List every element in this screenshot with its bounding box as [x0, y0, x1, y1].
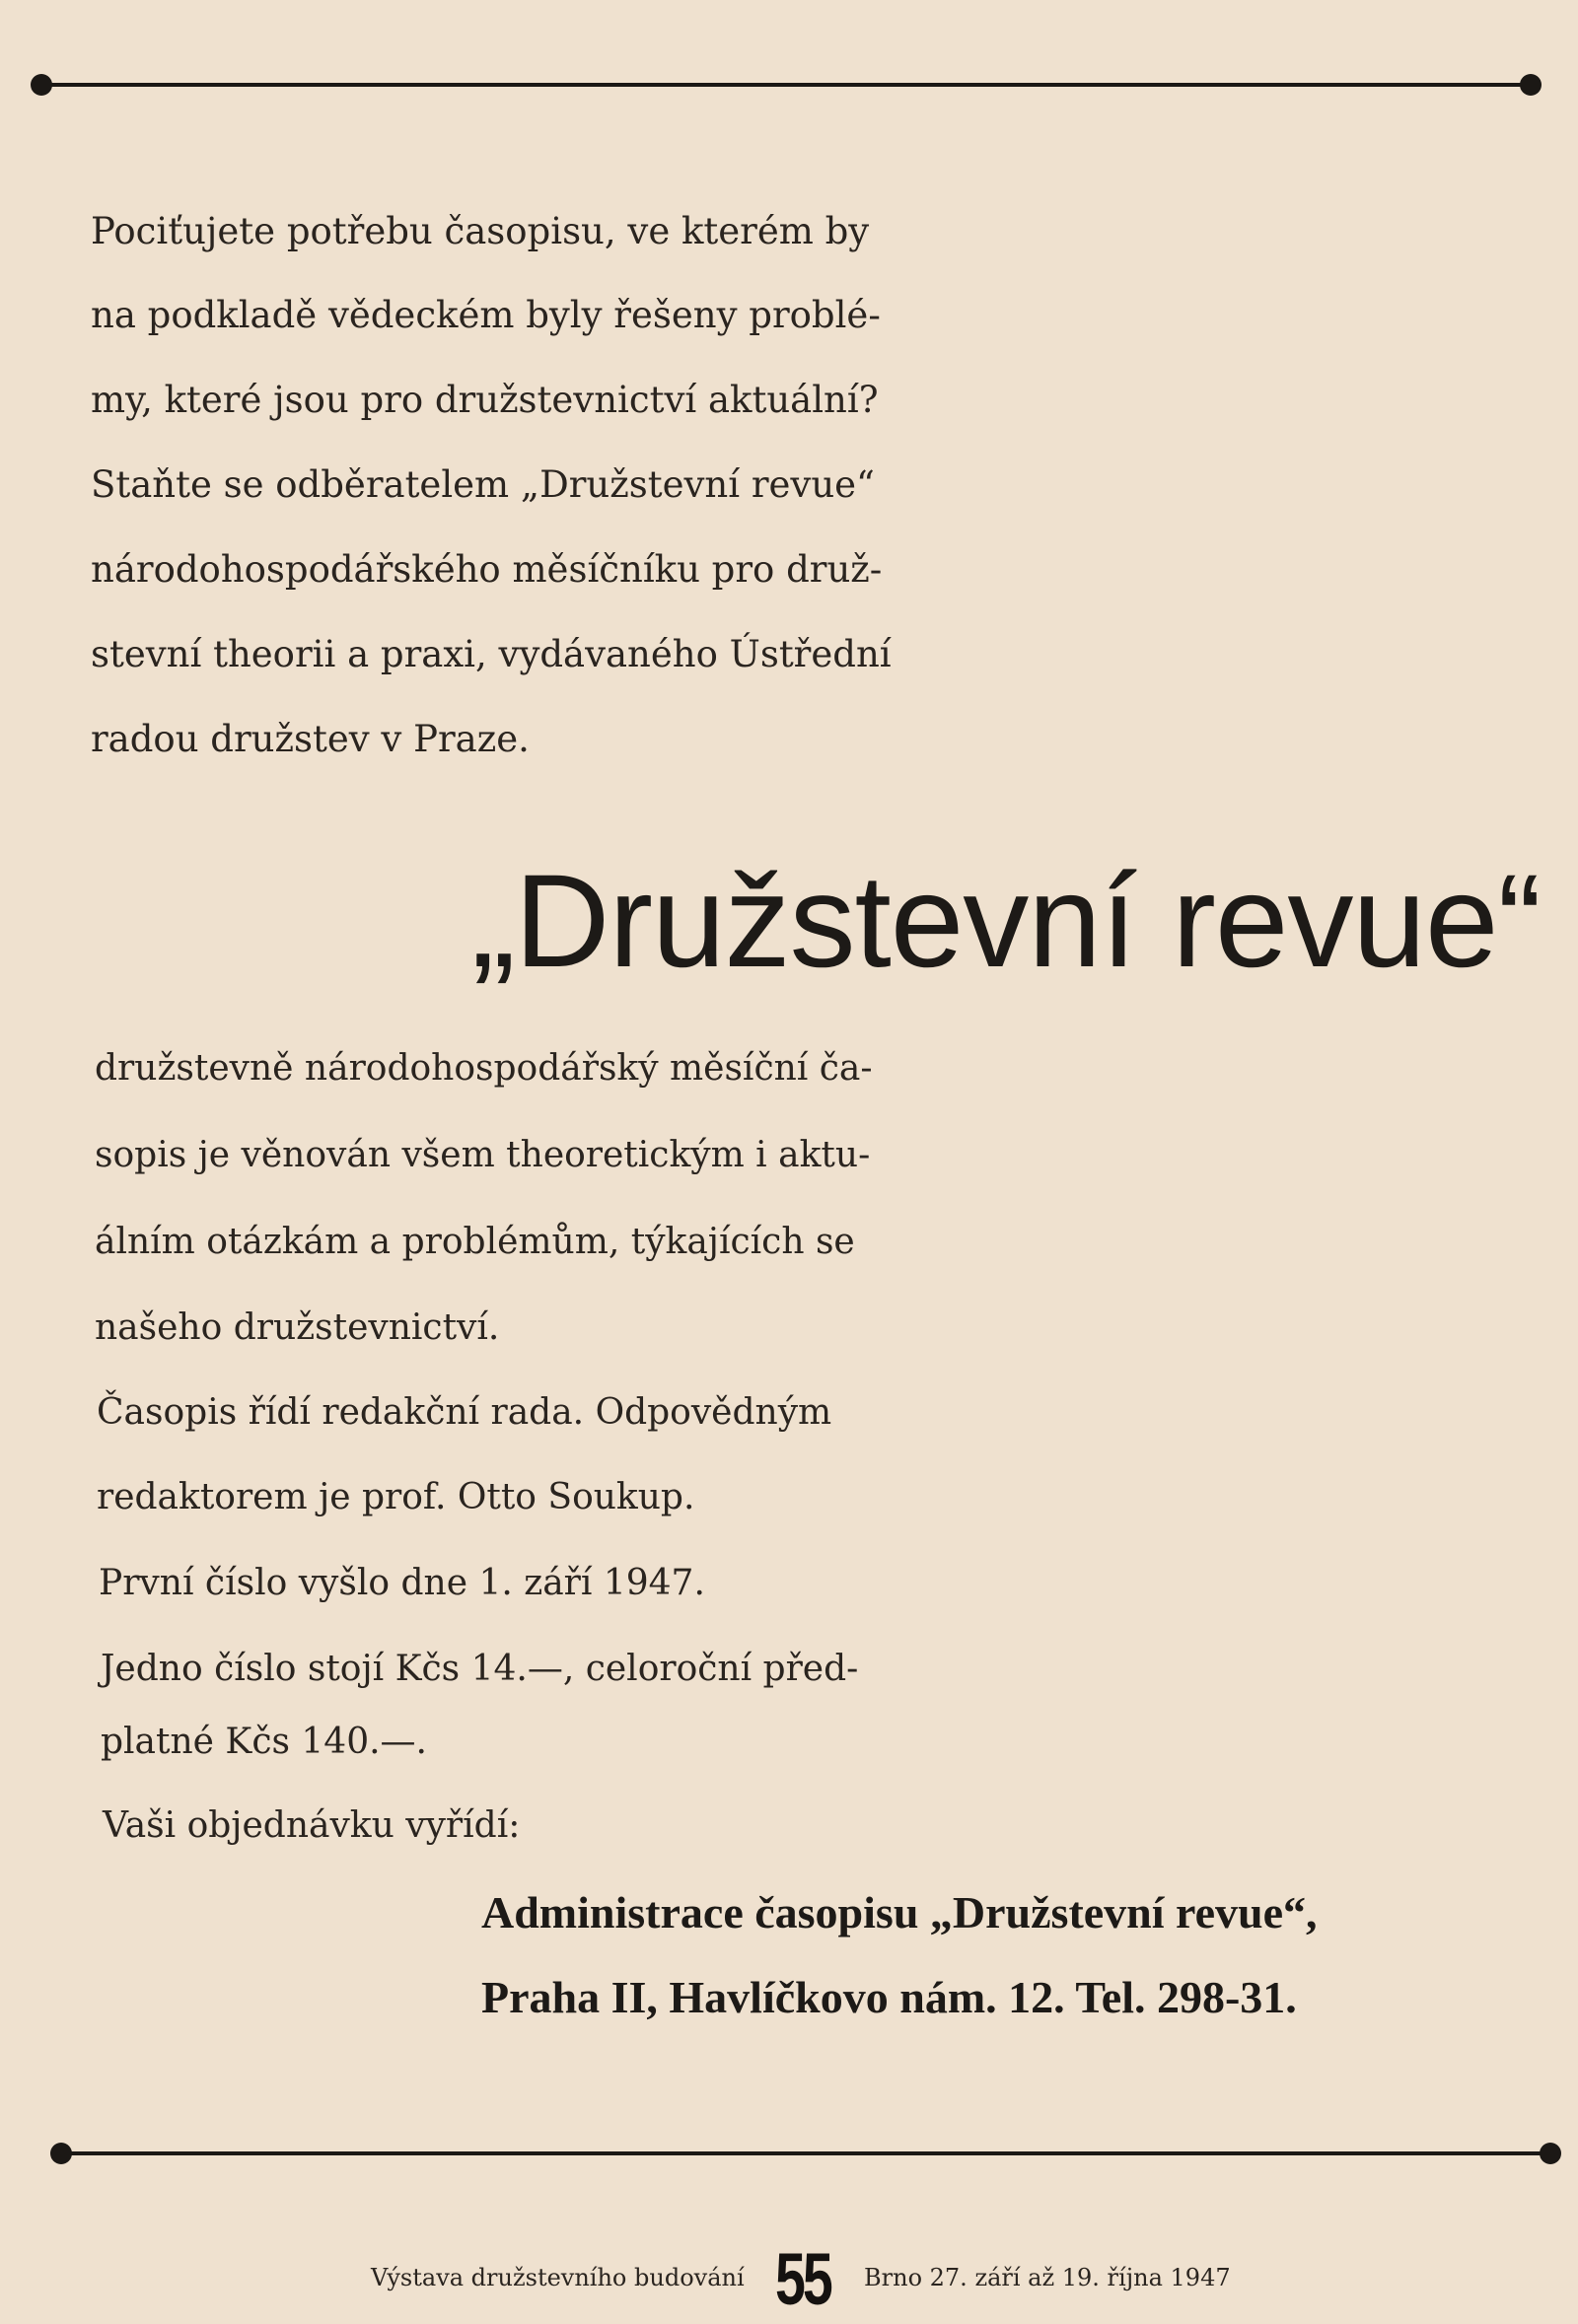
body-line: našeho družstevnictví. [95, 1307, 500, 1348]
intro-line: my, které jsou pro družstevnictví aktuální? [91, 379, 879, 421]
intro-line: národohospodářského měsíčníku pro druž- [91, 548, 883, 591]
body-line: Vaši objednávku vyřídí: [103, 1805, 521, 1846]
intro-line: Staňte se odběratelem „Družstevní revue“ [91, 463, 875, 506]
top-ornamental-rule [41, 83, 1531, 87]
body-line: Jedno číslo stojí Kčs 14.—, celoroční před- [101, 1649, 859, 1689]
intro-line: radou družstev v Praze. [91, 718, 530, 760]
body-line: sopis je věnován všem theoretickým i aktu- [95, 1135, 871, 1175]
address-line: Administrace časopisu „Družstevní revue“, [481, 1887, 1318, 1937]
body-line: První číslo vyšlo dne 1. září 1947. [99, 1563, 705, 1603]
body-line: redaktorem je prof. Otto Soukup. [97, 1477, 695, 1517]
magazine-title: „Družstevní revue“ [471, 848, 1542, 995]
exhibition-name: Výstava družstevního budování [371, 2264, 745, 2291]
body-line: álním otázkám a problémům, týkajících se [95, 1222, 855, 1262]
body-line: Časopis řídí redakční rada. Odpovědným [97, 1392, 832, 1433]
page-number: 55 [775, 2238, 830, 2320]
body-line: družstevně národohospodářský měsíční ča- [95, 1048, 873, 1089]
bottom-ornamental-rule [61, 2151, 1550, 2155]
address-line: Praha II, Havlíčkovo nám. 12. Tel. 298-31. [481, 1972, 1297, 2022]
intro-line: stevní theorii a praxi, vydávaného Ústřední [91, 633, 892, 675]
exhibition-dates: Brno 27. září až 19. října 1947 [864, 2264, 1231, 2291]
intro-line: Pociťujete potřebu časopisu, ve kterém by [91, 210, 870, 252]
intro-line: na podkladě vědeckém byly řešeny problé- [91, 294, 881, 336]
body-line: platné Kčs 140.—. [101, 1722, 427, 1762]
